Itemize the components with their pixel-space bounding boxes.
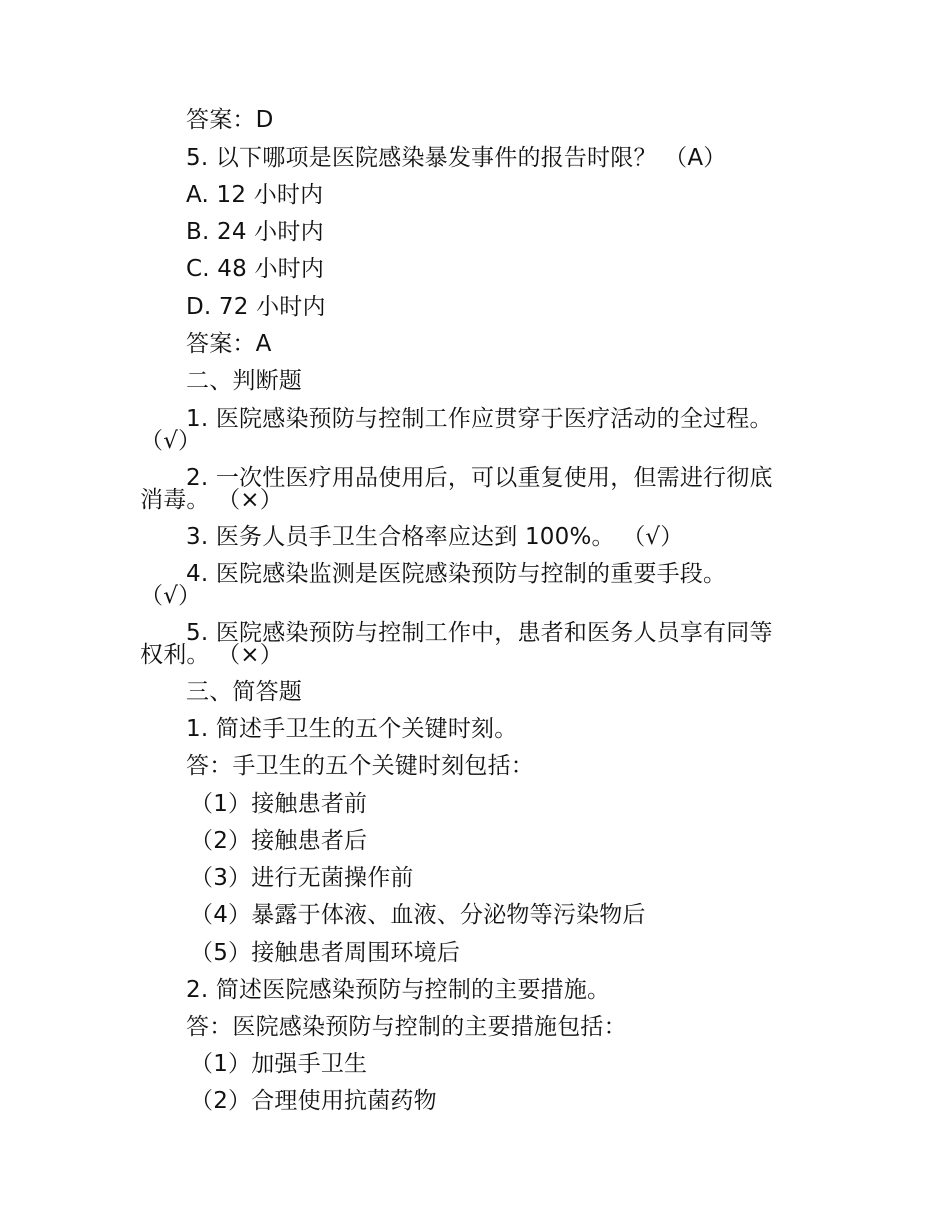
tf-item-1-line2: （√） bbox=[140, 428, 202, 454]
sa-q2-point-2: （2）合理使用抗菌药物 bbox=[190, 1088, 437, 1114]
q5-question: 5. 以下哪项是医院感染暴发事件的报告时限？ （A） bbox=[186, 145, 727, 171]
q5-answer: 答案：A bbox=[186, 331, 272, 357]
sa-q2-answer: 答：医院感染预防与控制的主要措施包括： bbox=[186, 1014, 627, 1040]
tf-item-4-line1: 4. 医院感染监测是医院感染预防与控制的重要手段。 bbox=[186, 561, 727, 587]
sa-q2-point-1: （1）加强手卫生 bbox=[190, 1051, 368, 1077]
sa-q1-point-2: （2）接触患者后 bbox=[190, 828, 368, 854]
section3-heading: 三、简答题 bbox=[186, 679, 302, 705]
tf-item-3-line1: 3. 医务人员手卫生合格率应达到 100%。 （√） bbox=[186, 524, 684, 550]
tf-item-2-line1: 2. 一次性医疗用品使用后，可以重复使用，但需进行彻底 bbox=[186, 465, 773, 491]
sa-q1-question: 1. 简述手卫生的五个关键时刻。 bbox=[186, 716, 518, 742]
q4-answer: 答案：D bbox=[186, 107, 274, 133]
sa-q1-answer: 答：手卫生的五个关键时刻包括： bbox=[186, 753, 534, 779]
tf-item-2-line2: 消毒。 （×） bbox=[140, 487, 283, 513]
sa-q1-point-4: （4）暴露于体液、血液、分泌物等污染物后 bbox=[190, 902, 646, 928]
tf-item-1-line1: 1. 医院感染预防与控制工作应贯穿于医疗活动的全过程。 bbox=[186, 406, 773, 432]
q5-option-d: D. 72 小时内 bbox=[186, 294, 326, 320]
sa-q2-question: 2. 简述医院感染预防与控制的主要措施。 bbox=[186, 977, 611, 1003]
tf-item-4-line2: （√） bbox=[140, 583, 202, 609]
section2-heading: 二、判断题 bbox=[186, 368, 302, 394]
sa-q1-point-5: （5）接触患者周围环境后 bbox=[190, 940, 461, 966]
tf-item-5-line1: 5. 医院感染预防与控制工作中，患者和医务人员享有同等 bbox=[186, 620, 773, 646]
sa-q1-point-1: （1）接触患者前 bbox=[190, 791, 368, 817]
q5-option-c: C. 48 小时内 bbox=[186, 256, 325, 282]
tf-item-5-line2: 权利。 （×） bbox=[140, 642, 283, 668]
q5-option-b: B. 24 小时内 bbox=[186, 219, 324, 245]
q5-option-a: A. 12 小时内 bbox=[186, 182, 324, 208]
sa-q1-point-3: （3）进行无菌操作前 bbox=[190, 865, 414, 891]
